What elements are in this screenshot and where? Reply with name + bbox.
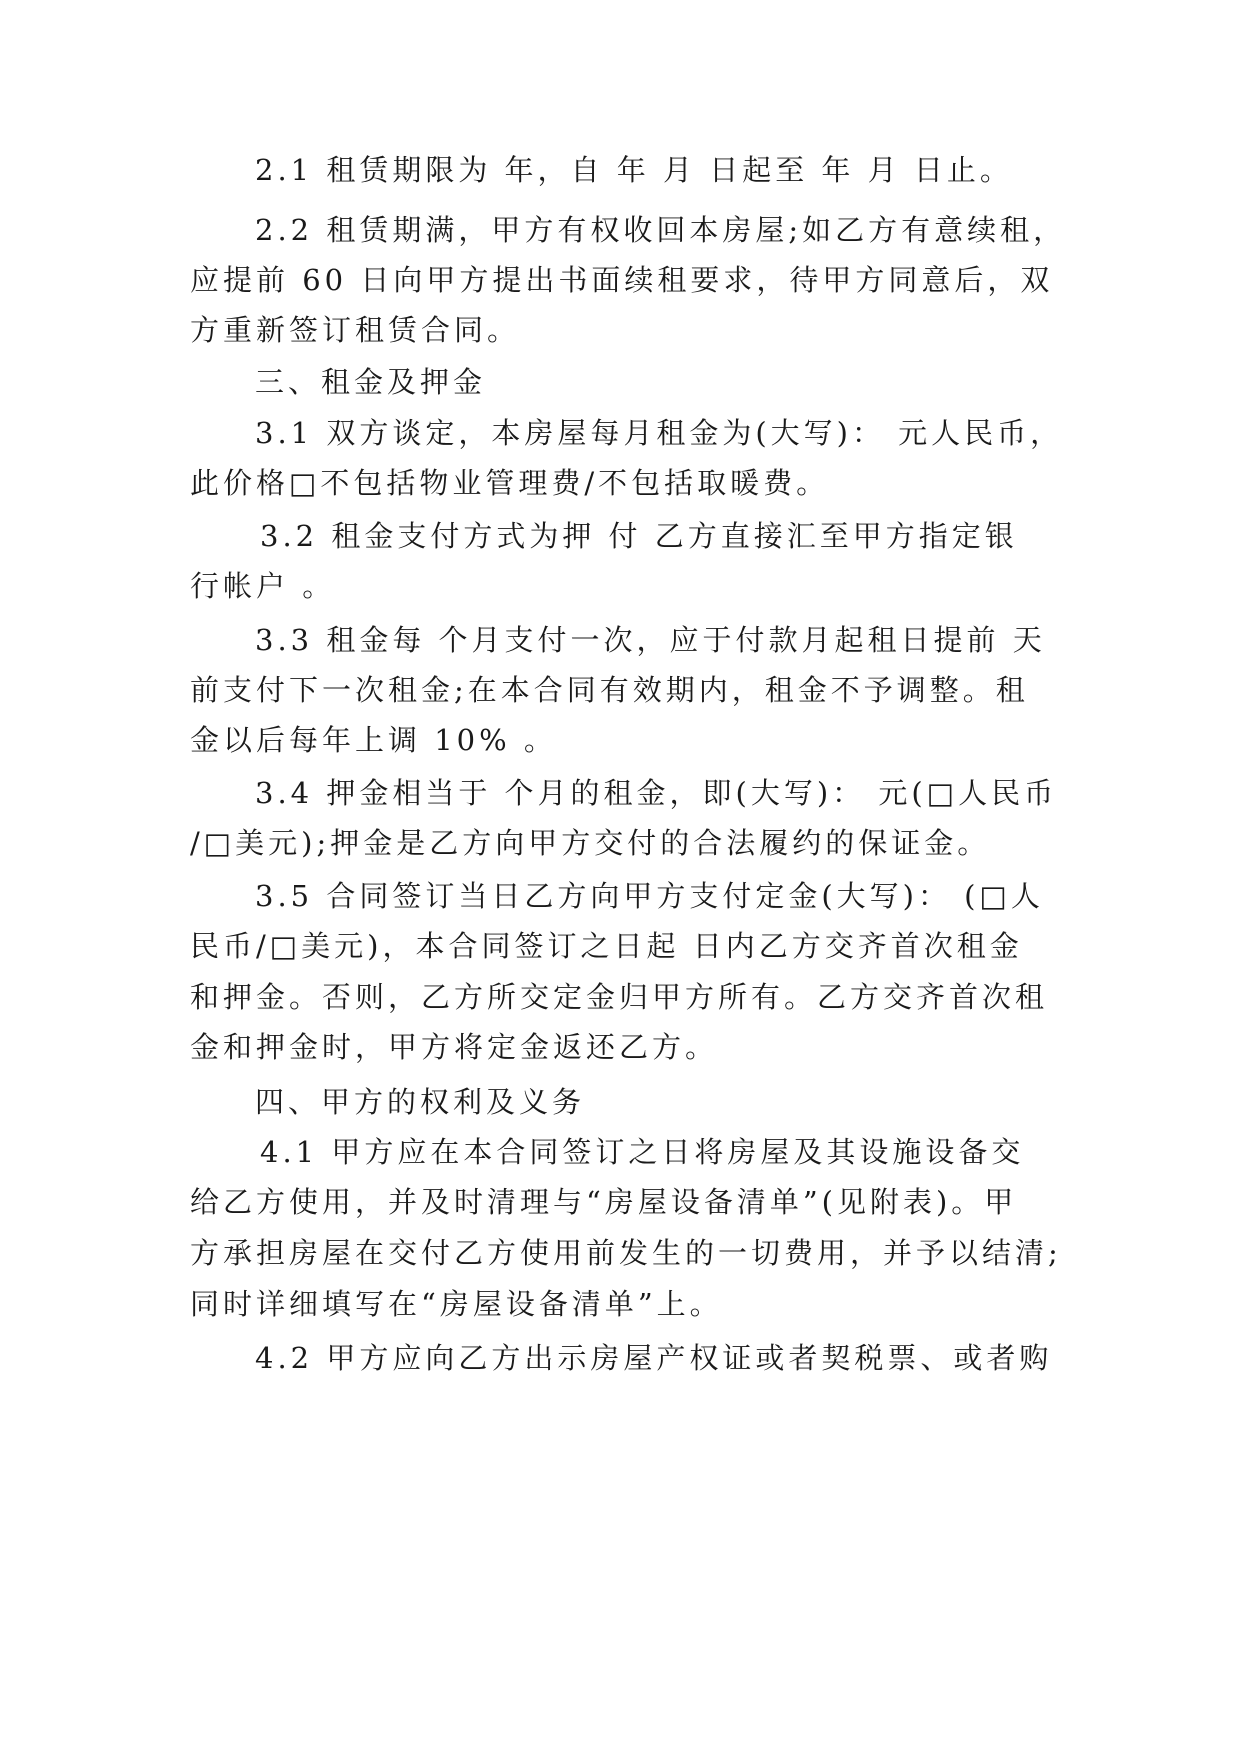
clause-4-1-line-1: 4.1 甲方应在本合同签订之日将房屋及其设施设备交 — [260, 1135, 1025, 1169]
clause-2-2-line-1: 2.2 租赁期满，甲方有权收回本房屋;如乙方有意续租， — [255, 213, 1067, 247]
clause-3-2-line-1: 3.2 租金支付方式为押 付 乙方直接汇至甲方指定银 — [260, 519, 1018, 553]
clause-3-5-line-2: 民币/□美元)，本合同签订之日起 日内乙方交齐首次租金 — [190, 929, 1023, 963]
clause-3-4-line-2: /□美元);押金是乙方向甲方交付的合法履约的保证金。 — [190, 826, 991, 860]
section-3-heading: 三、租金及押金 — [255, 365, 487, 399]
clause-2-2-line-3: 方重新签订租赁合同。 — [190, 313, 521, 347]
clause-3-3-line-2: 前支付下一次租金;在本合同有效期内，租金不予调整。租 — [190, 673, 1029, 707]
clause-3-5-line-4: 金和押金时，甲方将定金返还乙方。 — [190, 1030, 719, 1064]
clause-2-1: 2.1 租赁期限为 年，自 年 月 日起至 年 月 日止。 — [255, 153, 1013, 187]
clause-3-5-line-3: 和押金。否则，乙方所交定金归甲方所有。乙方交齐首次租 — [190, 980, 1049, 1014]
clause-3-4-line-1: 3.4 押金相当于 个月的租金，即(大写)： 元(□人民币 — [255, 776, 1058, 810]
clause-3-2-line-2: 行帐户 。 — [190, 569, 336, 603]
clause-4-1-line-4: 同时详细填写在“房屋设备清单”上。 — [190, 1287, 723, 1321]
clause-3-1-line-1: 3.1 双方谈定，本房屋每月租金为(大写)： 元人民币， — [255, 416, 1064, 450]
section-4-heading: 四、甲方的权利及义务 — [255, 1085, 586, 1119]
clause-2-2-line-2: 应提前 60 日向甲方提出书面续租要求，待甲方同意后，双 — [190, 263, 1054, 297]
clause-3-1-line-2: 此价格□不包括物业管理费/不包括取暖费。 — [190, 466, 830, 500]
clause-3-3-line-3: 金以后每年上调 10% 。 — [190, 723, 557, 757]
clause-4-1-line-2: 给乙方使用，并及时清理与“房屋设备清单”(见附表)。甲 — [190, 1185, 1018, 1219]
clause-3-5-line-1: 3.5 合同签订当日乙方向甲方支付定金(大写)： (□人 — [255, 879, 1044, 913]
clause-4-2-line-1: 4.2 甲方应向乙方出示房屋产权证或者契税票、或者购 — [255, 1341, 1053, 1375]
clause-4-1-line-3: 方承担房屋在交付乙方使用前发生的一切费用，并予以结清; — [190, 1236, 1062, 1270]
clause-3-3-line-1: 3.3 租金每 个月支付一次，应于付款月起租日提前 天 — [255, 623, 1046, 657]
